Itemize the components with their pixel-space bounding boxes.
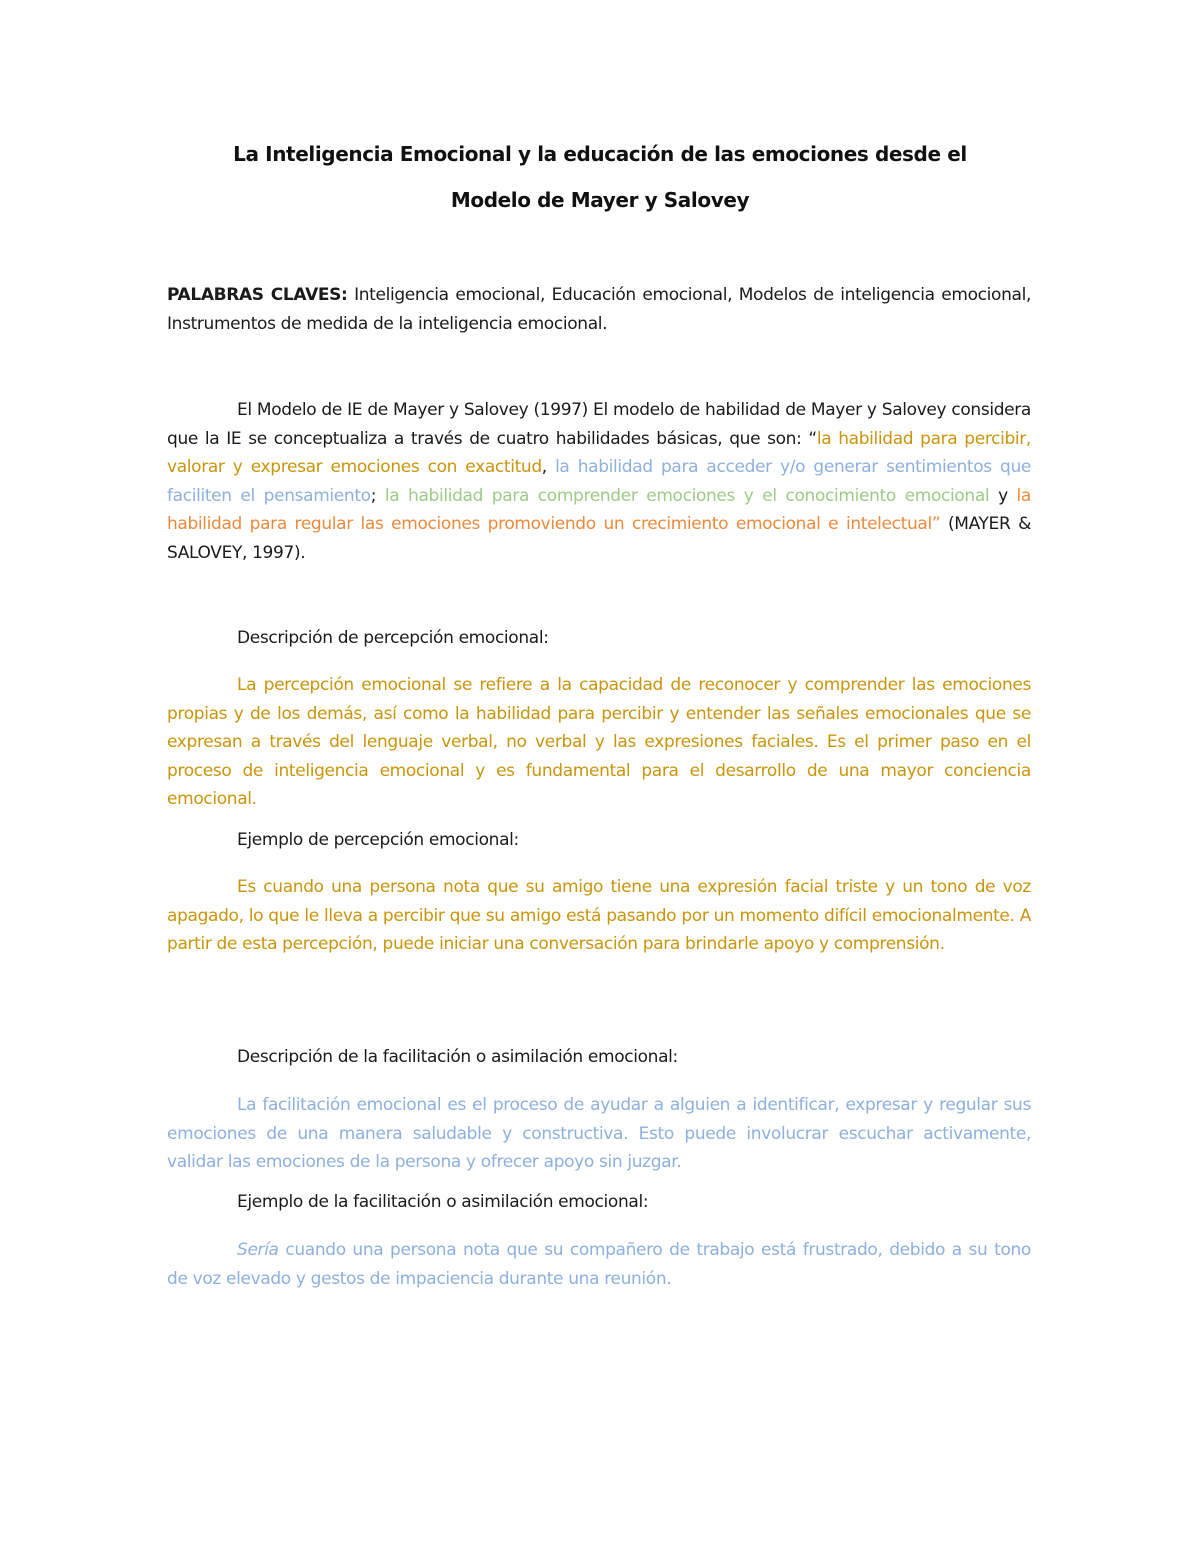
perception-description-heading: Descripción de percepción emocional: — [237, 628, 549, 648]
keywords-text: Inteligencia emocional, Educación emocional, Modelos de inteligencia emocional, Instrumentos de medida de la inteligencia emocional. — [167, 285, 1031, 334]
perception-example: Es cuando una persona nota que su amigo tiene una expresión facial triste y un tono de voz apagado, lo que le lleva a percibir que su amigo está pasando por un momento difícil emocionalmente. A partir de esta percepción, puede iniciar una conversación para brindarle apoyo y comprensión. — [167, 877, 1031, 954]
facilitation-example — [167, 1236, 1031, 1293]
perception-description: La percepción emocional se refiere a la capacidad de reconocer y comprender las emociones propias y de los demás, así como la habilidad para percibir y entender las señales emocionales que se expresan a través del lenguaje verbal, no verbal y las expresiones faciales. Es el primer paso en el proceso de inteligencia emocional y es fundamental para el desarrollo de una mayor conciencia emocional. — [167, 675, 1031, 809]
skill-perception: la habilidad para percibir, valorar y expresar emociones con exactitud — [167, 428, 1031, 477]
facilitation-example-text: cuando una persona nota que su compañero de trabajo está frustrado, debido a su tono de voz elevado y gestos de impaciencia durante una reunión. — [167, 1240, 1031, 1289]
separator: , — [541, 457, 556, 477]
model-intro: El Modelo de IE de Mayer y Salovey (1997) El modelo de habilidad de Mayer y Salovey considera que la IE se conceptualiza a través de cuatro habilidades básicas, que son: “ — [167, 400, 1031, 449]
facilitation-example-lead: Sería — [237, 1240, 279, 1260]
skill-understanding: la habilidad para comprender emociones y el conocimiento emocional — [384, 485, 990, 506]
keywords-paragraph — [167, 281, 1031, 338]
skill-regulation: la habilidad para regular las emociones promoviendo un crecimiento emocional e intelectual” — [167, 485, 1031, 534]
facilitation-description: La facilitación emocional es el proceso de ayudar a alguien a identificar, expresar y regular sus emociones de una manera saludable y constructiva. Esto puede involucrar escuchar activamente, validar las emociones de la persona y ofrecer apoyo sin juzgar. — [167, 1095, 1031, 1172]
citation: (MAYER & SALOVEY, 1997). — [167, 514, 1031, 563]
document-title-line-1: La Inteligencia Emocional y la educación de las emociones desde el — [233, 142, 967, 166]
facilitation-description-heading: Descripción de la facilitación o asimilación emocional: — [237, 1047, 678, 1067]
keywords-label: PALABRAS CLAVES: — [167, 285, 348, 305]
document-title-line-2: Modelo de Mayer y Salovey — [450, 188, 750, 212]
separator: ; — [370, 485, 385, 506]
skill-facilitation: la habilidad para acceder y/o generar sentimientos que faciliten el pensamiento — [167, 457, 1032, 506]
facilitation-example-heading: Ejemplo de la facilitación o asimilación emocional: — [237, 1192, 649, 1212]
perception-example-heading: Ejemplo de percepción emocional: — [237, 830, 519, 850]
separator: y — [989, 485, 1017, 506]
model-paragraph — [167, 396, 1031, 567]
